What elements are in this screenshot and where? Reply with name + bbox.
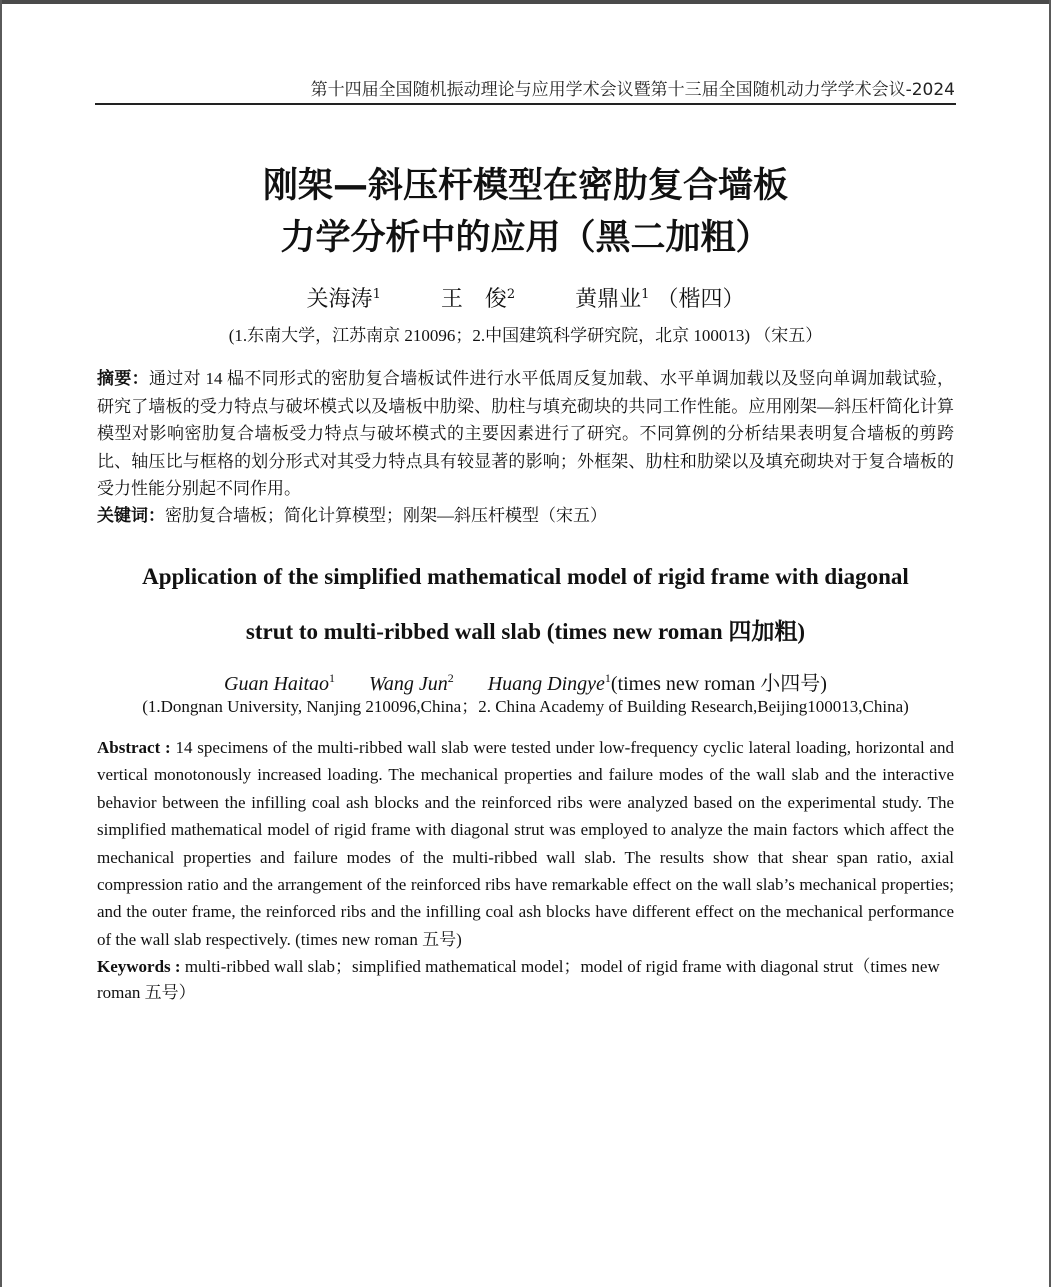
paper-title-en (95, 549, 956, 659)
author-name: Wang Jun (369, 673, 448, 695)
author-sup: 2 (506, 287, 516, 302)
author-cn-3 (575, 280, 649, 315)
author-font-note-cn: （楷四） (656, 287, 745, 312)
abstract-en-label: Abstract : (97, 738, 171, 757)
author-name: 关海涛 (306, 287, 373, 312)
author-name: 王 俊 (440, 287, 507, 312)
keywords-en-label: Keywords : (97, 957, 181, 976)
abstract-en-text: 14 specimens of the multi-ribbed wall slab were tested under low-frequency cyclic lateral loading, horizontal and vertical monotonously increased loading. The mechanical properties and failure modes of the wall slab and the interactive behavior between the infilling coal ash blocks and the reinforced ribs were analyzed based on the experimental study. The simplified mathematical model of rigid frame with diagonal strut was employed to analyze the main factors which affect the mechanical properties and failure modes of the multi-ribbed wall slab. The results show that shear span ratio, axial compression ratio and the arrangement of the reinforced ribs have remarkable effect on the wall slab’s mechanical properties; and the outer frame, the reinforced ribs and the infilling coal ash blocks have different effect on the mechanical performance of the wall slab respectively. (times new roman 五号) (97, 738, 955, 949)
author-cn-1 (307, 280, 381, 315)
title-en-line2: strut to multi-ribbed wall slab (times new roman 四加粗) (245, 619, 806, 644)
affiliation-cn: (1.东南大学，江苏南京 210096；2.中国建筑科学研究院，北京 100013) （宋五） (228, 326, 823, 345)
title-cn-line2: 力学分析中的应用（黑二加粗） (280, 218, 771, 258)
title-en-line1: Application of the simplified mathematical model of rigid frame with diagonal (142, 564, 909, 589)
author-sup: 2 (447, 671, 454, 685)
keywords-cn-label: 关键词： (97, 506, 165, 525)
paper-title-cn (95, 160, 956, 264)
page-border-left (0, 0, 2, 1287)
affiliation-en: (1.Dongnan University, Nanjing 210096,China；2. China Academy of Building Research,Beijing100013,China) (142, 697, 909, 716)
author-font-note-en: (times new roman 小四号) (610, 673, 827, 695)
running-header: 第十四届全国随机振动理论与应用学术会议暨第十三届全国随机动力学学术会议-2024 (310, 80, 955, 100)
author-en-1 (224, 673, 329, 695)
keywords-cn (97, 502, 954, 529)
keywords-cn-text: 密肋复合墙板；简化计算模型；刚架—斜压杆模型（宋五） (165, 506, 607, 525)
header-rule (95, 103, 956, 105)
keywords-en-text: multi-ribbed wall slab；simplified mathematical model；model of rigid frame with diagonal strut（times new roman 五号） (97, 957, 940, 1002)
authors-cn (95, 280, 956, 315)
abstract-en (97, 734, 954, 953)
author-sup: 1 (604, 671, 611, 685)
abstract-cn-text: 通过对 14 榀不同形式的密肋复合墙板试件进行水平低周反复加载、水平单调加载以及竖向单调加载试验，研究了墙板的受力特点与破坏模式以及墙板中肋梁、肋柱与填充砌块的共同工作性能。应用刚架—斜压杆简化计算模型对影响密肋复合墙板受力特点与破坏模式的主要因素进行了研究。不同算例的分析结果表明复合墙板的剪跨比、轴压比与框格的划分形式对其受力特点具有较显著的影响；外框架、肋柱和肋梁以及填充砌块对于复合墙板的受力性能分别起不同作用。 (97, 369, 955, 498)
page-border-top (0, 0, 1051, 4)
author-sup: 1 (641, 287, 650, 302)
abstract-cn-label: 摘要： (97, 369, 149, 388)
author-name: 黄鼎业 (575, 287, 642, 312)
author-cn-2 (441, 280, 515, 315)
author-en-3 (488, 673, 605, 695)
author-en-2 (369, 673, 448, 695)
author-name: Huang Dingye (487, 673, 605, 695)
abstract-cn (97, 365, 954, 503)
author-name: Guan Haitao (224, 673, 329, 695)
author-sup: 1 (329, 671, 335, 685)
author-sup: 1 (372, 287, 381, 302)
keywords-en (97, 954, 954, 1006)
title-cn-line1: 刚架—斜压杆模型在密肋复合墙板 (262, 166, 788, 206)
